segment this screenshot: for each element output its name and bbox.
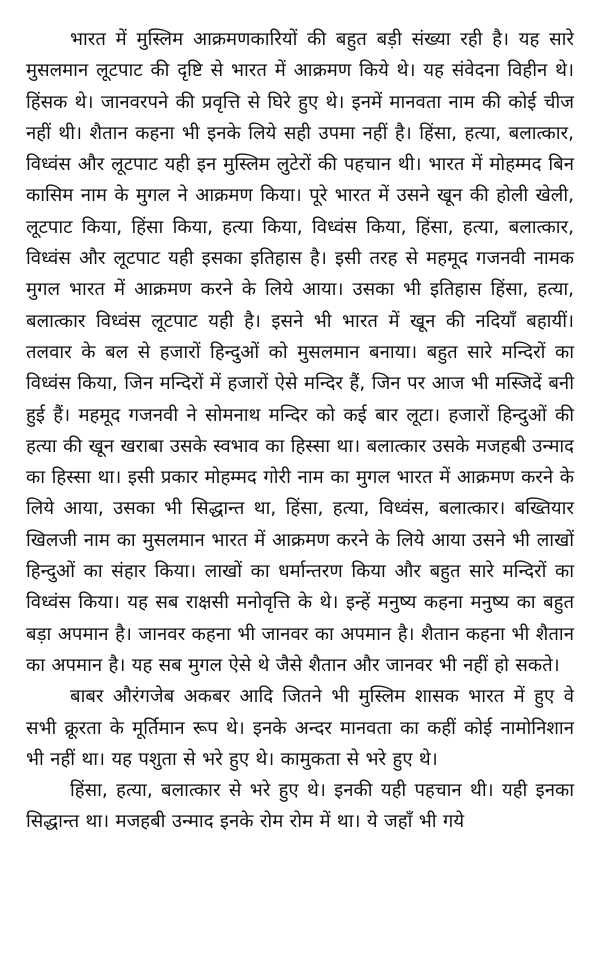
- paragraph-1: भारत में मुस्लिम आक्रमणकारियों की बहुत बड़ी संख्या रही है। यह सारे मुसलमान लूटपाट की दृष्टि से भारत में आक्रमण किये थे। यह संवेदना विहीन थे। हिंसक थे। जानवरपने की प्रवृत्ति से घिरे हुए थे। इनमें मानवता नाम की कोई चीज नहीं थी। शैतान कहना भी इनके लिये सही उपमा नहीं है। हिंसा, हत्या, बलात्कार, विध्वंस और लूटपाट यही इन मुस्लिम लुटेरों की पहचान थी। भारत में मोहम्मद बिन कासिम नाम के मुगल ने आक्रमण किया। पूरे भारत में उसने खून की होली खेली, लूटपाट किया, हिंसा किया, हत्या किया, विध्वंस किया, हिंसा, हत्या, बलात्कार, विध्वंस और लूटपाट यही इसका इतिहास है। इसी तरह से महमूद गजनवी नामक मुगल भारत में आक्रमण करने के लिये आया। उसका भी इतिहास हिंसा, हत्या, बलात्कार विध्वंस लूटपाट यही है। इसने भी भारत में खून की नदियाँ बहायीं। तलवार के बल से हजारों हिन्दुओं को मुसलमान बनाया। बहुत सारे मन्दिरों का विध्वंस किया, जिन मन्दिरों में हजारों ऐसे मन्दिर हैं, जिन पर आज भी मस्जिदें बनी हुई हैं। महमूद गजनवी ने सोमनाथ मन्दिर को कई बार लूटा। हजारों हिन्दुओं की हत्या की खून खराबा उसके स्वभाव का हिस्सा था। बलात्कार उसके मजहबी उन्माद का हिस्सा था। इसी प्रकार मोहम्मद गोरी नाम का मुगल भारत में आक्रमण करने के लिये आया, उसका भी सिद्धान्त था, हिंसा, हत्या, विध्वंस, बलात्कार। बख्तियार खिलजी नाम का मुसलमान भारत में आक्रमण करने के लिये आया उसने भी लाखों हिन्दुओं का संहार किया। लाखों का धर्मान्तरण किया और बहुत सारे मन्दिरों का विध्वंस किया। यह सब राक्षसी मनोवृत्ति के थे। इन्हें मनुष्य कहना मनुष्य का बहुत बड़ा अपमान है। जानवर कहना भी जानवर का अपमान है। शैतान कहना भी शैतान का अपमान है। यह सब मुगल ऐसे थे जैसे शैतान और जानवर भी नहीं हो सकते।: [26, 29, 574, 676]
- paragraph-2: बाबर औरंगजेब अकबर आदि जितने भी मुस्लिम शासक भारत में हुए वे सभी क्रूरता के मूर्तिमान रूप थे। इनके अन्दर मानवता का कहीं कोई नामोनिशान भी नहीं था। यह पशुता से भरे हुए थे। कामुकता से भरे हुए थे।: [26, 686, 574, 770]
- paragraph-3: हिंसा, हत्या, बलात्कार से भरे हुए थे। इनकी यही पहचान थी। यही इनका सिद्धान्त था। मजहबी उन्माद इनके रोम रोम में था। ये जहाँ भी गये: [26, 780, 574, 833]
